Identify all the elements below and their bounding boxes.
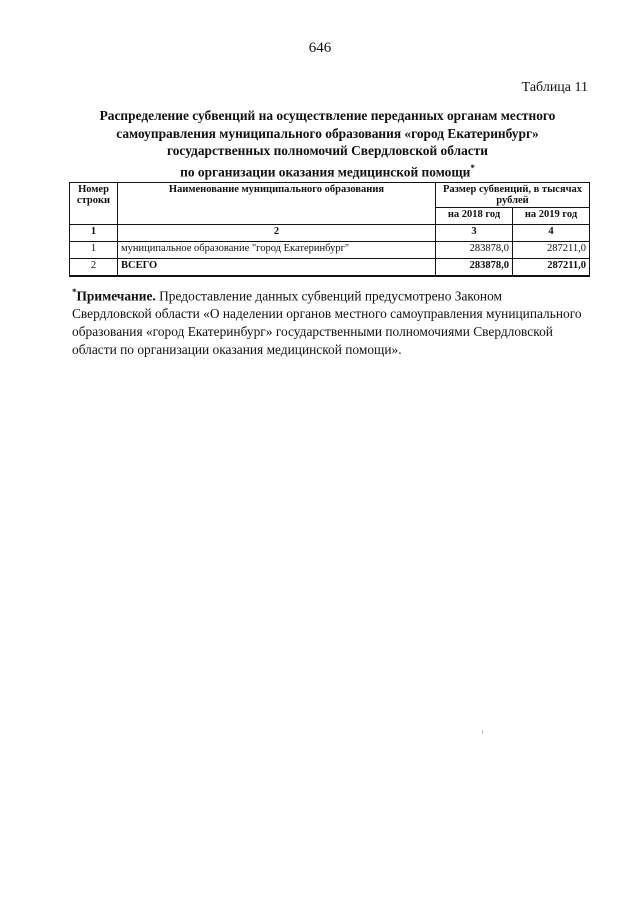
header-year-2019: на 2019 год xyxy=(513,208,590,225)
row-name-cell: ВСЕГО xyxy=(118,259,436,277)
title-line-1: Распределение субвенций на осуществление переданных органам местного xyxy=(99,108,556,123)
table-row-total xyxy=(70,259,590,277)
note-label: Примечание. xyxy=(76,288,156,304)
table-row xyxy=(70,242,590,259)
header-amount: Размер субвенций, в тысячах рублей xyxy=(436,183,590,208)
column-numbers-row xyxy=(70,225,590,242)
row-number-cell: 2 xyxy=(70,259,118,277)
note-text: Предоставление данных субвенций предусмотрено Законом Свердловской области «О наделении органов местного самоуправления муниципального образования «город Екатеринбург» государственными полномочиями Свердловской области по организации оказания медицинской помощи». xyxy=(72,288,582,358)
column-number-cell: 1 xyxy=(70,225,118,242)
row-name-cell: муниципальное образование "город Екатеринбург" xyxy=(118,242,436,259)
header-row-number: Номер строки xyxy=(70,183,118,225)
header-name: Наименование муниципального образования xyxy=(118,183,436,225)
title-line-4 xyxy=(80,160,575,181)
title-line-3: государственных полномочий Свердловской области xyxy=(166,143,489,158)
note-mark: * xyxy=(72,287,77,297)
footnote xyxy=(72,283,582,359)
column-number-cell: 4 xyxy=(513,225,590,242)
header-year-2018: на 2018 год xyxy=(436,208,513,225)
row-number-cell: 1 xyxy=(70,242,118,259)
column-number-cell: 3 xyxy=(436,225,513,242)
footnote-mark: * xyxy=(470,162,475,173)
row-value-2018: 283878,0 xyxy=(436,242,513,259)
table-label: Таблица 11 xyxy=(521,80,588,95)
row-value-2018: 283878,0 xyxy=(436,259,513,277)
header-row xyxy=(70,183,590,208)
title-line-2: самоуправления муниципального образования «город Екатеринбург» xyxy=(116,125,539,141)
column-number-cell: 2 xyxy=(118,225,436,242)
subvention-table xyxy=(69,182,590,277)
table-title xyxy=(80,107,575,180)
scan-speck xyxy=(482,730,483,734)
page-number: 646 xyxy=(308,40,332,56)
row-value-2019: 287211,0 xyxy=(513,242,590,259)
row-value-2019: 287211,0 xyxy=(513,259,590,277)
title-line-4-text: по организации оказания медицинской помощи xyxy=(180,163,471,179)
